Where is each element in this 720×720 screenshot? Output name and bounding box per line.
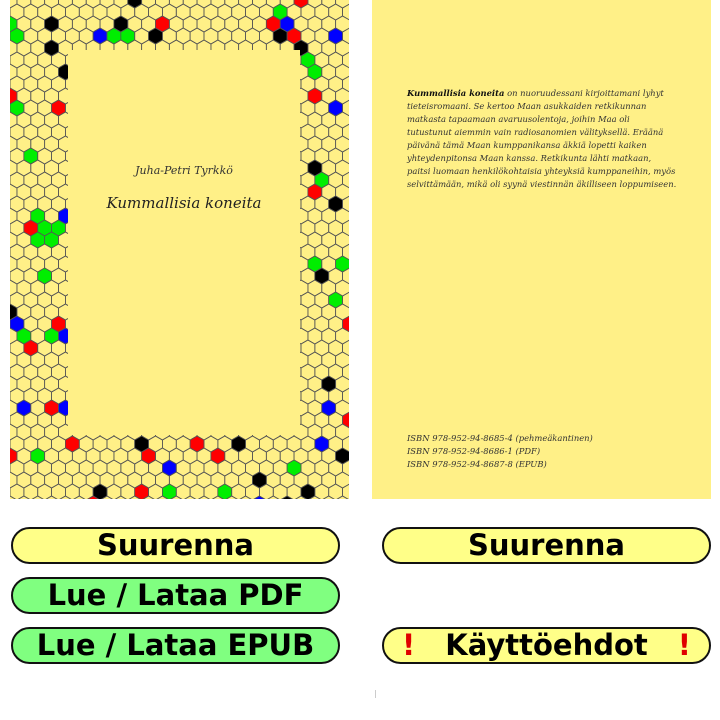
hex-cell bbox=[59, 496, 73, 499]
hex-cell bbox=[10, 496, 17, 499]
cover-title: Kummallisia koneita bbox=[106, 194, 262, 212]
hex-cell bbox=[128, 0, 142, 8]
hex-cell bbox=[31, 496, 45, 499]
blurb-book-title: Kummallisia koneita bbox=[407, 88, 505, 98]
hex-cell bbox=[10, 0, 17, 8]
hex-cell bbox=[114, 496, 128, 499]
hex-cell bbox=[336, 496, 349, 499]
hex-cell bbox=[239, 496, 253, 499]
hex-cell bbox=[100, 0, 114, 8]
hex-cell bbox=[17, 496, 31, 499]
hex-cell bbox=[197, 496, 211, 499]
hex-cell bbox=[183, 496, 197, 499]
hex-cell bbox=[197, 0, 211, 8]
divider-tick bbox=[375, 690, 376, 698]
isbn-paperback: ISBN 978-952-94-8685-4 (pehmeäkantinen) bbox=[407, 433, 593, 443]
hex-cell bbox=[322, 496, 336, 499]
hex-cell bbox=[252, 496, 266, 499]
hex-cell bbox=[225, 0, 239, 8]
hex-cell bbox=[280, 496, 294, 499]
hex-cell bbox=[142, 0, 156, 8]
hex-cell bbox=[266, 496, 280, 499]
enlarge-back-button[interactable]: Suurenna bbox=[382, 527, 711, 564]
read-pdf-button[interactable]: Lue / Lataa PDF bbox=[11, 577, 340, 614]
terms-of-use-button[interactable] bbox=[382, 627, 711, 664]
hex-cell bbox=[252, 0, 266, 8]
hex-cell bbox=[86, 0, 100, 8]
back-cover bbox=[372, 0, 711, 499]
hex-cell bbox=[17, 0, 31, 8]
warning-right-icon: ! bbox=[677, 628, 691, 662]
hex-cell bbox=[45, 496, 59, 499]
enlarge-front-button[interactable]: Suurenna bbox=[11, 527, 340, 564]
hex-cell bbox=[294, 0, 308, 8]
hex-cell bbox=[169, 0, 183, 8]
hex-cell bbox=[72, 496, 86, 499]
isbn-pdf: ISBN 978-952-94-8686-1 (PDF) bbox=[407, 446, 541, 456]
hex-cell bbox=[336, 0, 349, 8]
back-cover-blurb bbox=[407, 87, 677, 191]
terms-label: Käyttöehdot bbox=[445, 628, 648, 662]
front-cover-center-panel bbox=[68, 50, 300, 435]
warning-left-icon: ! bbox=[402, 628, 416, 662]
blurb-text: on nuoruudessani kirjoittamani lyhyt tieteisromaani. Se kertoo Maan asukkaiden retkikunnan matkasta tapaamaan avaruusolentoja, joihin Maa oli tutustunut aiemmin vain radiosanomien välityksellä. Eräänä päivänä tämä Maan kumppanikansa äkkiä lopetti kaiken yhteydenpitonsa Maan kanssa. Retkikunta lähti matkaan, paitsi luomaan henkilökohtaisia yhteyksiä kumppaneihin, myös selvittämään, mikä oli syynä viestinnän äkilliseen loppumiseen. bbox=[407, 88, 677, 189]
hex-cell bbox=[45, 0, 59, 8]
front-cover bbox=[10, 0, 349, 499]
hex-cell bbox=[59, 0, 73, 8]
hex-cell bbox=[308, 0, 322, 8]
hex-cell bbox=[31, 0, 45, 8]
hex-cell bbox=[155, 0, 169, 8]
hex-cell bbox=[114, 0, 128, 8]
isbn-list bbox=[407, 432, 687, 471]
cover-author: Juha-Petri Tyrkkö bbox=[135, 164, 233, 177]
isbn-epub: ISBN 978-952-94-8687-8 (EPUB) bbox=[407, 459, 547, 469]
read-epub-button[interactable]: Lue / Lataa EPUB bbox=[11, 627, 340, 664]
hex-cell bbox=[183, 0, 197, 8]
hex-cell bbox=[211, 0, 225, 8]
hex-cell bbox=[322, 0, 336, 8]
hex-cell bbox=[239, 0, 253, 8]
hex-cell bbox=[72, 0, 86, 8]
